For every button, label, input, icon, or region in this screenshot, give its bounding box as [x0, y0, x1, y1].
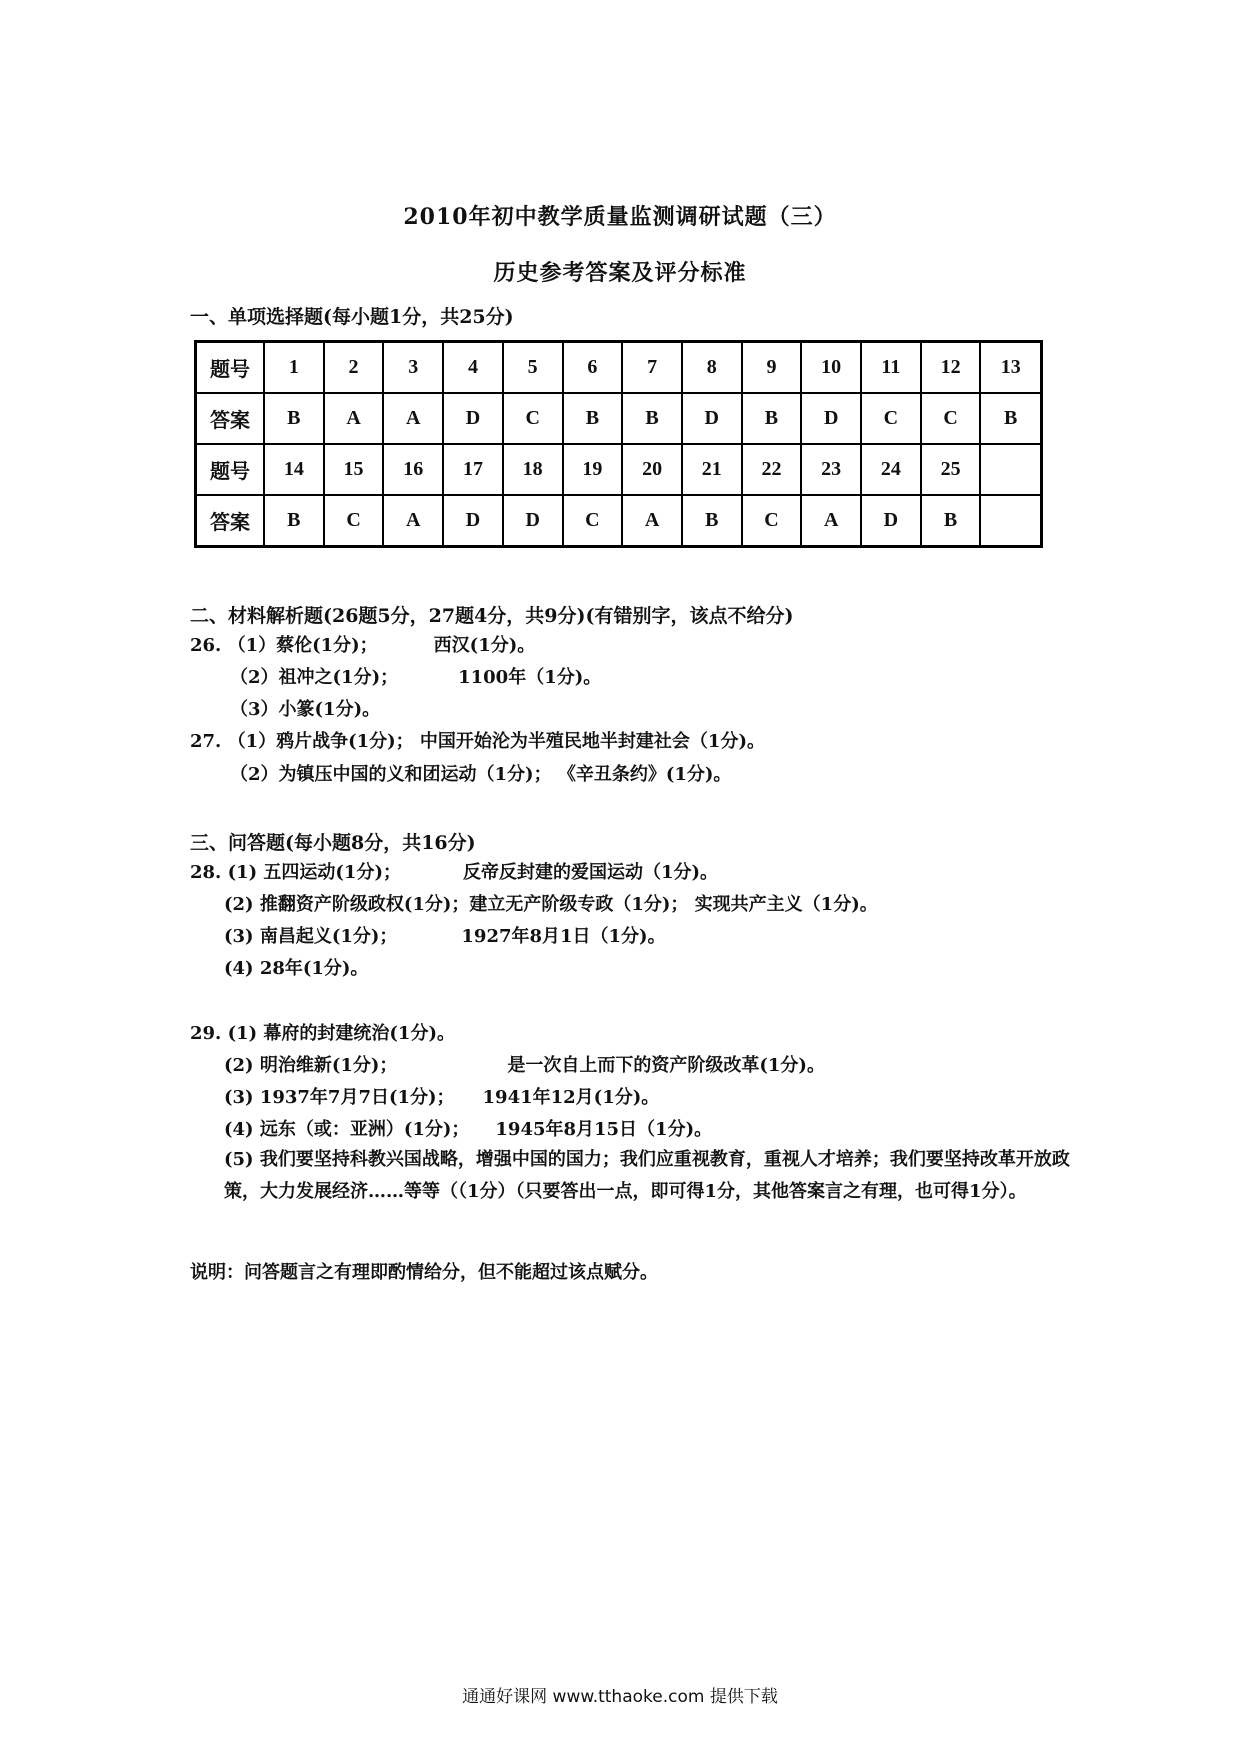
answer-cell: B — [264, 393, 324, 444]
question-number-cell: 17 — [443, 444, 503, 495]
question-number-cell: 1 — [264, 342, 324, 394]
row-header-answer: 答案 — [196, 393, 265, 444]
answer-cell: A — [383, 393, 443, 444]
answer-cell: A — [801, 495, 861, 547]
answer-cell: D — [861, 495, 921, 547]
q28-answer-2: (2) 推翻资产阶级政权(1分)；建立无产阶级专政（1分)； 实现共产主义（1分)。 — [224, 894, 878, 915]
answer-cell: D — [443, 495, 503, 547]
question-number-cell: 9 — [742, 342, 802, 394]
q28-3-right: 1927年8月1日（1分)。 — [461, 926, 666, 947]
row-header-answer: 答案 — [196, 495, 265, 547]
question-number-cell: 14 — [264, 444, 324, 495]
q29-answer-4 — [224, 1115, 712, 1141]
q26-2-left: （2）祖冲之(1分)； — [230, 667, 399, 688]
q28-answer-4: (4) 28年(1分)。 — [224, 958, 369, 979]
answer-cell: C — [861, 393, 921, 444]
answer-cell: B — [742, 393, 802, 444]
answer-cell: B — [264, 495, 324, 547]
answer-cell: D — [801, 393, 861, 444]
question-number-cell: 6 — [563, 342, 623, 394]
answer-cell: B — [563, 393, 623, 444]
q26-1-right: 西汉(1分)。 — [433, 635, 536, 656]
question-number-cell: 15 — [324, 444, 384, 495]
q29-4-right: 1945年8月15日（1分)。 — [495, 1119, 713, 1140]
question-number-cell: 8 — [682, 342, 742, 394]
section3-heading: 三、问答题(每小题8分，共16分) — [190, 832, 476, 854]
answer-cell: C — [563, 495, 623, 547]
q29-3-right: 1941年12月(1分)。 — [482, 1087, 660, 1108]
answer-cell: B — [622, 393, 682, 444]
q28-answer-3 — [224, 922, 666, 948]
row-header-number: 题号 — [196, 342, 265, 394]
question-number-cell: 21 — [682, 444, 742, 495]
grading-note: 说明：问答题言之有理即酌情给分，但不能超过该点赋分。 — [190, 1262, 658, 1283]
section1-heading: 一、单项选择题(每小题1分，共25分) — [190, 306, 514, 328]
q26-answer-3: （3）小篆(1分)。 — [230, 699, 381, 720]
section2-heading: 二、材料解析题(26题5分，27题4分，共9分)(有错别字，该点不给分) — [190, 605, 794, 627]
table-row — [196, 444, 1042, 495]
q26-answer-2 — [230, 663, 601, 689]
answer-cell: B — [921, 495, 981, 547]
question-number-cell: 25 — [921, 444, 981, 495]
answer-table — [194, 340, 1043, 548]
q26-answer-1 — [190, 631, 535, 657]
row-header-number: 题号 — [196, 444, 265, 495]
q26-1-left: 26. （1）蔡伦(1分)； — [190, 635, 378, 656]
answer-cell — [980, 495, 1041, 547]
question-number-cell: 10 — [801, 342, 861, 394]
q28-1-right: 反帝反封建的爱国运动（1分)。 — [462, 862, 719, 883]
question-number-cell: 11 — [861, 342, 921, 394]
q29-answer-5: (5) 我们要坚持科教兴国战略，增强中国的国力；我们应重视教育，重视人才培养；我们要坚持改革开放政策，大力发展经济……等等（（1分）（只要答出一点，即可得1分，其他答案言之有理，也可得1分）。 — [224, 1149, 1070, 1202]
question-number-cell: 19 — [563, 444, 623, 495]
question-number-cell: 23 — [801, 444, 861, 495]
question-number-cell: 24 — [861, 444, 921, 495]
answer-cell: C — [503, 393, 563, 444]
question-number-cell: 13 — [980, 342, 1041, 394]
document-subtitle: 历史参考答案及评分标准 — [493, 260, 747, 286]
q29-2-right: 是一次自上而下的资产阶级改革(1分)。 — [507, 1055, 825, 1076]
answer-cell: C — [324, 495, 384, 547]
table-row — [196, 393, 1042, 444]
question-number-cell: 2 — [324, 342, 384, 394]
answer-cell: D — [503, 495, 563, 547]
question-number-cell: 5 — [503, 342, 563, 394]
question-number-cell: 18 — [503, 444, 563, 495]
answer-cell: B — [980, 393, 1041, 444]
q29-answer-2 — [224, 1051, 825, 1077]
table-row — [196, 342, 1042, 394]
q29-answer-1: 29. (1) 幕府的封建统治(1分)。 — [190, 1023, 455, 1044]
answer-cell: C — [742, 495, 802, 547]
question-number-cell: 12 — [921, 342, 981, 394]
answer-cell: A — [622, 495, 682, 547]
question-number-cell — [980, 444, 1041, 495]
question-number-cell: 4 — [443, 342, 503, 394]
table-row — [196, 495, 1042, 547]
answer-cell: D — [682, 393, 742, 444]
question-number-cell: 22 — [742, 444, 802, 495]
question-number-cell: 3 — [383, 342, 443, 394]
q29-3-left: (3) 1937年7月7日(1分)； — [224, 1087, 455, 1108]
q26-2-right: 1100年（1分)。 — [458, 667, 602, 688]
answer-cell: B — [682, 495, 742, 547]
document-title: 2010年初中教学质量监测调研试题（三） — [403, 204, 837, 230]
answer-cell: A — [383, 495, 443, 547]
q28-answer-1 — [190, 858, 718, 884]
q28-1-left: 28. (1) 五四运动(1分)； — [190, 862, 401, 883]
answer-cell: C — [921, 393, 981, 444]
question-number-cell: 20 — [622, 444, 682, 495]
q28-3-left: (3) 南昌起义(1分)； — [224, 926, 398, 947]
q29-4-left: (4) 远东（或：亚洲）(1分)； — [224, 1119, 470, 1140]
q27-answer-2: （2）为镇压中国的义和团运动（1分)； 《辛丑条约》(1分)。 — [230, 764, 732, 785]
question-number-cell: 7 — [622, 342, 682, 394]
question-number-cell: 16 — [383, 444, 443, 495]
download-footer: 通通好课网 www.tthaoke.com 提供下载 — [462, 1687, 778, 1707]
answer-cell: A — [324, 393, 384, 444]
answer-cell: D — [443, 393, 503, 444]
q29-answer-3 — [224, 1083, 659, 1109]
q29-2-left: (2) 明治维新(1分)； — [224, 1055, 398, 1076]
q27-answer-1: 27. （1）鸦片战争(1分)； 中国开始沦为半殖民地半封建社会（1分)。 — [190, 731, 765, 752]
